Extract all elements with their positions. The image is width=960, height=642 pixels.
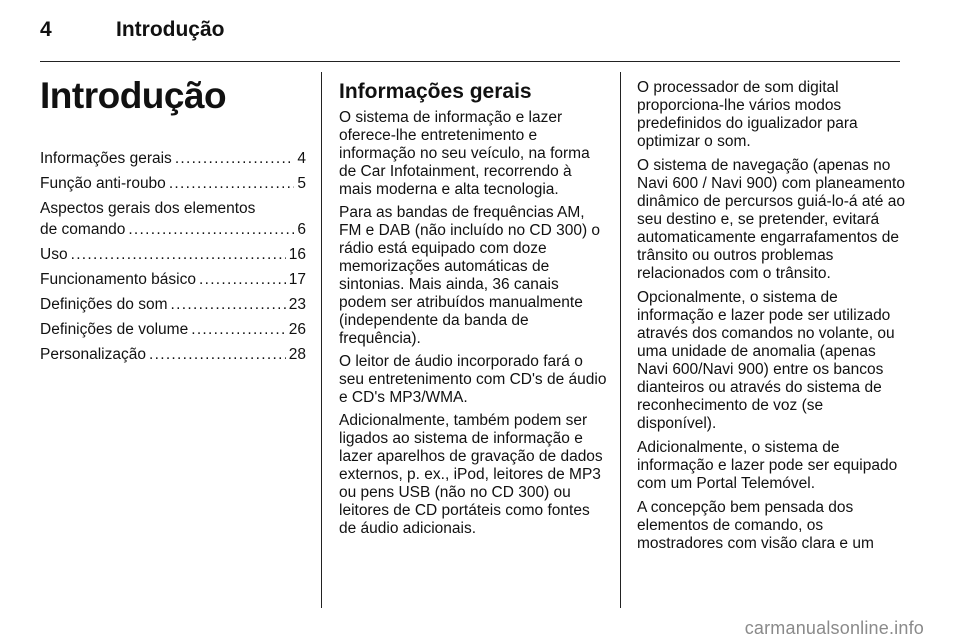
toc-label: de comando (40, 221, 126, 238)
toc-entry[interactable] (40, 269, 306, 290)
column-divider-1 (321, 72, 322, 608)
column-divider-2 (620, 72, 621, 608)
toc-leader (71, 244, 286, 265)
toc-page: 23 (288, 296, 306, 313)
toc-label: Personalização (40, 346, 146, 363)
toc-label: Informações gerais (40, 150, 172, 167)
body-column-3 (637, 79, 905, 559)
toc-label: Funcionamento básico (40, 271, 196, 288)
toc-page: 5 (297, 175, 306, 192)
toc-page: 28 (288, 346, 306, 363)
toc-page: 4 (297, 150, 306, 167)
toc-label: Função anti-roubo (40, 175, 166, 192)
toc-leader (175, 148, 295, 169)
toc-label-line1: Aspectos gerais dos elementos (40, 200, 256, 217)
toc-label: Definições do som (40, 296, 168, 313)
toc-entry[interactable] (40, 148, 306, 169)
toc-leader (199, 269, 286, 290)
running-title: Introdução (116, 18, 225, 41)
body-paragraph: A concepção bem pensada dos elementos de comando, os mostradores com visão clara e um (637, 499, 874, 552)
header-rule (40, 61, 900, 62)
watermark-text: carmanualsonline.info (744, 618, 924, 638)
body-paragraph: O leitor de áudio incorporado fará o seu entretenimento com CD's de áudio e CD's MP3/WMA. (339, 353, 607, 406)
body-paragraph: O sistema de informação e lazer oferece-lhe entretenimento e informação no seu veículo, na forma de Car Infotainment, recorrendo à mais moderna e alta tecnologia. (339, 109, 590, 198)
page-number: 4 (40, 18, 52, 41)
toc-page: 26 (288, 321, 306, 338)
body-paragraph: O processador de som digital proporciona-lhe vários modos predefinidos do igualizador para optimizar o som. (637, 79, 858, 150)
body-paragraph: Adicionalmente, também podem ser ligados ao sistema de informação e lazer aparelhos de gravação de dados externos, p. ex., iPod, leitores de MP3 ou pens USB (não no CD 300) ou leitores de CD portáteis como fontes de áudio adicionais. (339, 412, 603, 537)
toc-page: 16 (288, 246, 306, 263)
toc-leader (149, 344, 286, 365)
toc-label: Uso (40, 246, 68, 263)
toc-entry[interactable] (40, 173, 306, 194)
toc-entry[interactable] (40, 344, 306, 365)
body-column-2 (339, 79, 607, 543)
toc-leader (191, 319, 286, 340)
toc-page: 17 (288, 271, 306, 288)
page-header (40, 18, 900, 48)
body-paragraph: Para as bandas de frequências AM, FM e DAB (não incluído no CD 300) o rádio está equipado com doze memorizações automáticas de sintonias. Mais ainda, 36 canais podem ser atribuídos manualmente (independente da banda de frequência). (339, 204, 601, 347)
table-of-contents (40, 148, 306, 365)
toc-leader (169, 173, 295, 194)
toc-leader (171, 294, 286, 315)
toc-entry[interactable] (40, 319, 306, 340)
toc-entry[interactable] (40, 198, 306, 240)
body-paragraph: O sistema de navegação (apenas no Navi 600 / Navi 900) com planeamento dinâmico de percursos guiá-lo-á até ao seu destino e, se pretender, evitará automaticamente engarrafamentos de trânsito ou outros problemas relacionados com o trânsito. (637, 157, 905, 282)
body-paragraph: Adicionalmente, o sistema de informação e lazer pode ser equipado com um Portal Telemóvel. (637, 439, 898, 492)
body-paragraph: Opcionalmente, o sistema de informação e lazer pode ser utilizado através dos comandos no volante, ou uma unidade de anomalia (apenas Navi 600/Navi 900) entre os bancos dianteiros ou através do sistema de reconhecimento de voz (se disponível). (637, 289, 895, 432)
toc-leader (128, 219, 294, 240)
toc-column (40, 74, 306, 369)
toc-entry[interactable] (40, 244, 306, 265)
toc-label: Definições de volume (40, 321, 189, 338)
section-heading: Informações gerais (339, 80, 532, 103)
toc-entry[interactable] (40, 294, 306, 315)
toc-page: 6 (297, 221, 306, 238)
chapter-title: Introdução (40, 75, 227, 116)
